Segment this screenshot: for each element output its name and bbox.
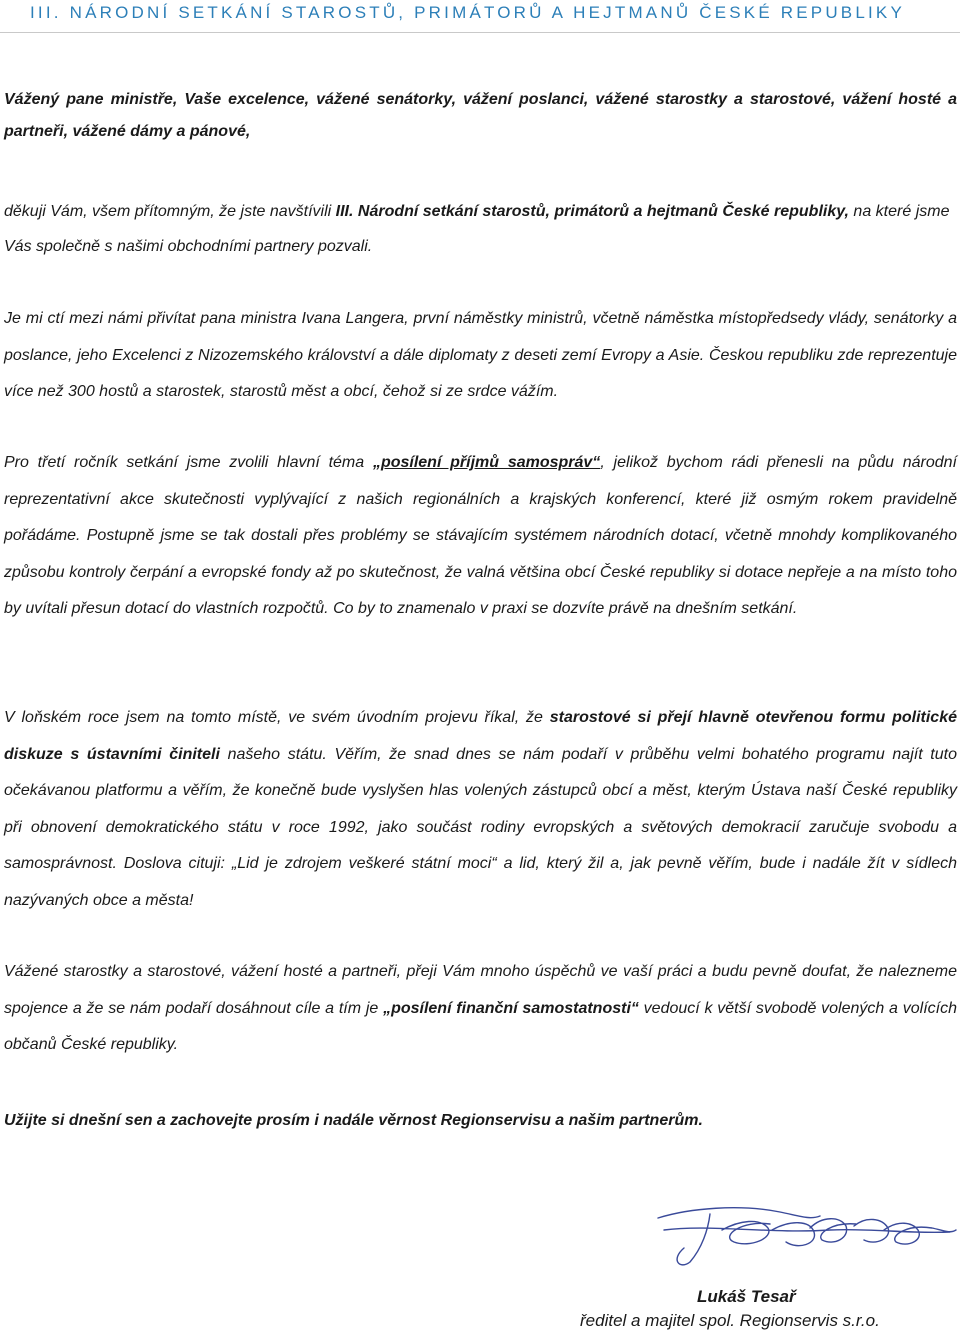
event-name: III. Národní setkání starostů, primátorů a hejtmanů České republiky,: [335, 203, 849, 220]
salutation: Vážený pane ministře, Vaše excelence, vážené senátorky, vážení poslanci, vážené starostky a starostové, vážení hosté a partneři, vážené dámy a pánové,: [4, 91, 957, 140]
paragraph-theme: [4, 445, 957, 628]
financial-independence-emphasis: „posílení finanční samostatnosti“: [383, 999, 639, 1017]
document-title: III. NÁRODNÍ SETKÁNÍ STAROSTŮ, PRIMÁTORŮ A HEJTMANŮ ČESKÉ REPUBLIKY: [30, 3, 906, 22]
paragraph-thanks: [4, 194, 957, 264]
theme-emphasis: „posílení příjmů samospráv“: [372, 454, 601, 471]
paragraph-last-year: [4, 700, 957, 919]
paragraph-theme-text: Pro třetí ročník setkání jsme zvolili hlavní téma: [4, 454, 373, 471]
paragraph-thanks-text: děkuji Vám, všem přítomným, že jste navštívili: [4, 203, 336, 220]
political-discussion-emphasis: starostové si přejí hlavně otevřenou formu politické diskuze s ústavními činiteli: [4, 709, 957, 763]
paragraph-last-year-text: V loňském roce jsem na tomto místě, ve svém úvodním projevu říkal, že: [4, 709, 550, 726]
paragraph-thanks-end: na které jsme Vás společně s našimi obchodními partnery pozvali.: [4, 203, 950, 255]
paragraph-wishes: [4, 954, 957, 1064]
paragraph-wishes-text: Vážené starostky a starostové, vážení hosté a partneři, přeji Vám mnoho úspěchů ve vaší práci a budu pevně doufat, že nalezneme spojence a že se nám podaří dosáhnout cíle a tím je: [4, 963, 957, 1017]
paragraph-theme-rest: , jelikož bychom rádi přenesli na půdu národní reprezentativní akce skutečnosti vyplývající z našich regionálních a krajských konferencí, které již osmým rokem pravidelně pořádáme. Postupně jsme se tak dostali přes problémy se stávajícím systémem národních dotací, včetně mnohdy komplikovaného způsobu kontroly čerpání a evropské fondy až po skutečnost, že valná většina obcí České republiky si dotace nepřeje a na místo toho by uvítali přesun dotací do vlastních rozpočtů. Co by to znamenalo v praxi se dozvíte právě na dnešním setkání.: [4, 454, 957, 617]
signatory-name: Lukáš Tesař: [697, 1287, 796, 1306]
handwritten-signature: [650, 1190, 960, 1270]
paragraph-wishes-rest: vedoucí k větší svobodě volených a volících občanů České republiky.: [4, 999, 957, 1053]
closing-line: Užijte si dnešní sen a zachovejte prosím i nadále věrnost Regionservisu a našim partnerům.: [4, 1112, 703, 1129]
page-header: [0, 0, 960, 33]
paragraph-last-year-rest: našeho státu. Věřím, že snad dnes se nám podaří v průběhu velmi bohatého programu najít tuto očekávanou platformu a věřím, že konečně bude vyslyšen hlas volených zástupců obcí a měst, kterým Ústava naší České republiky při obnovení demokratického státu v roce 1992, jako součást rodiny evropských a světových demokracií zaručuje svobodu a samosprávnost. Doslova cituji: „Lid je zdrojem veškeré státní moci“ a lid, který žil a, jak pevně věřím, bude i nadále žít v sídlech nazývaných obce a města!: [4, 745, 957, 909]
signatory-title: ředitel a majitel spol. Regionservis s.r.o.: [580, 1311, 880, 1330]
paragraph-welcome: Je mi ctí mezi námi přivítat pana ministra Ivana Langera, první náměstky ministrů, včetně náměstka místopředsedy vlády, senátorky a poslance, jeho Excelenci z Nizozemského království a dále diplomaty z deseti zemí Evropy a Asie. Českou republiku zde reprezentuje více než 300 hostů a starostek, starostů měst a obcí, čehož si ze srdce vážím.: [4, 310, 957, 400]
